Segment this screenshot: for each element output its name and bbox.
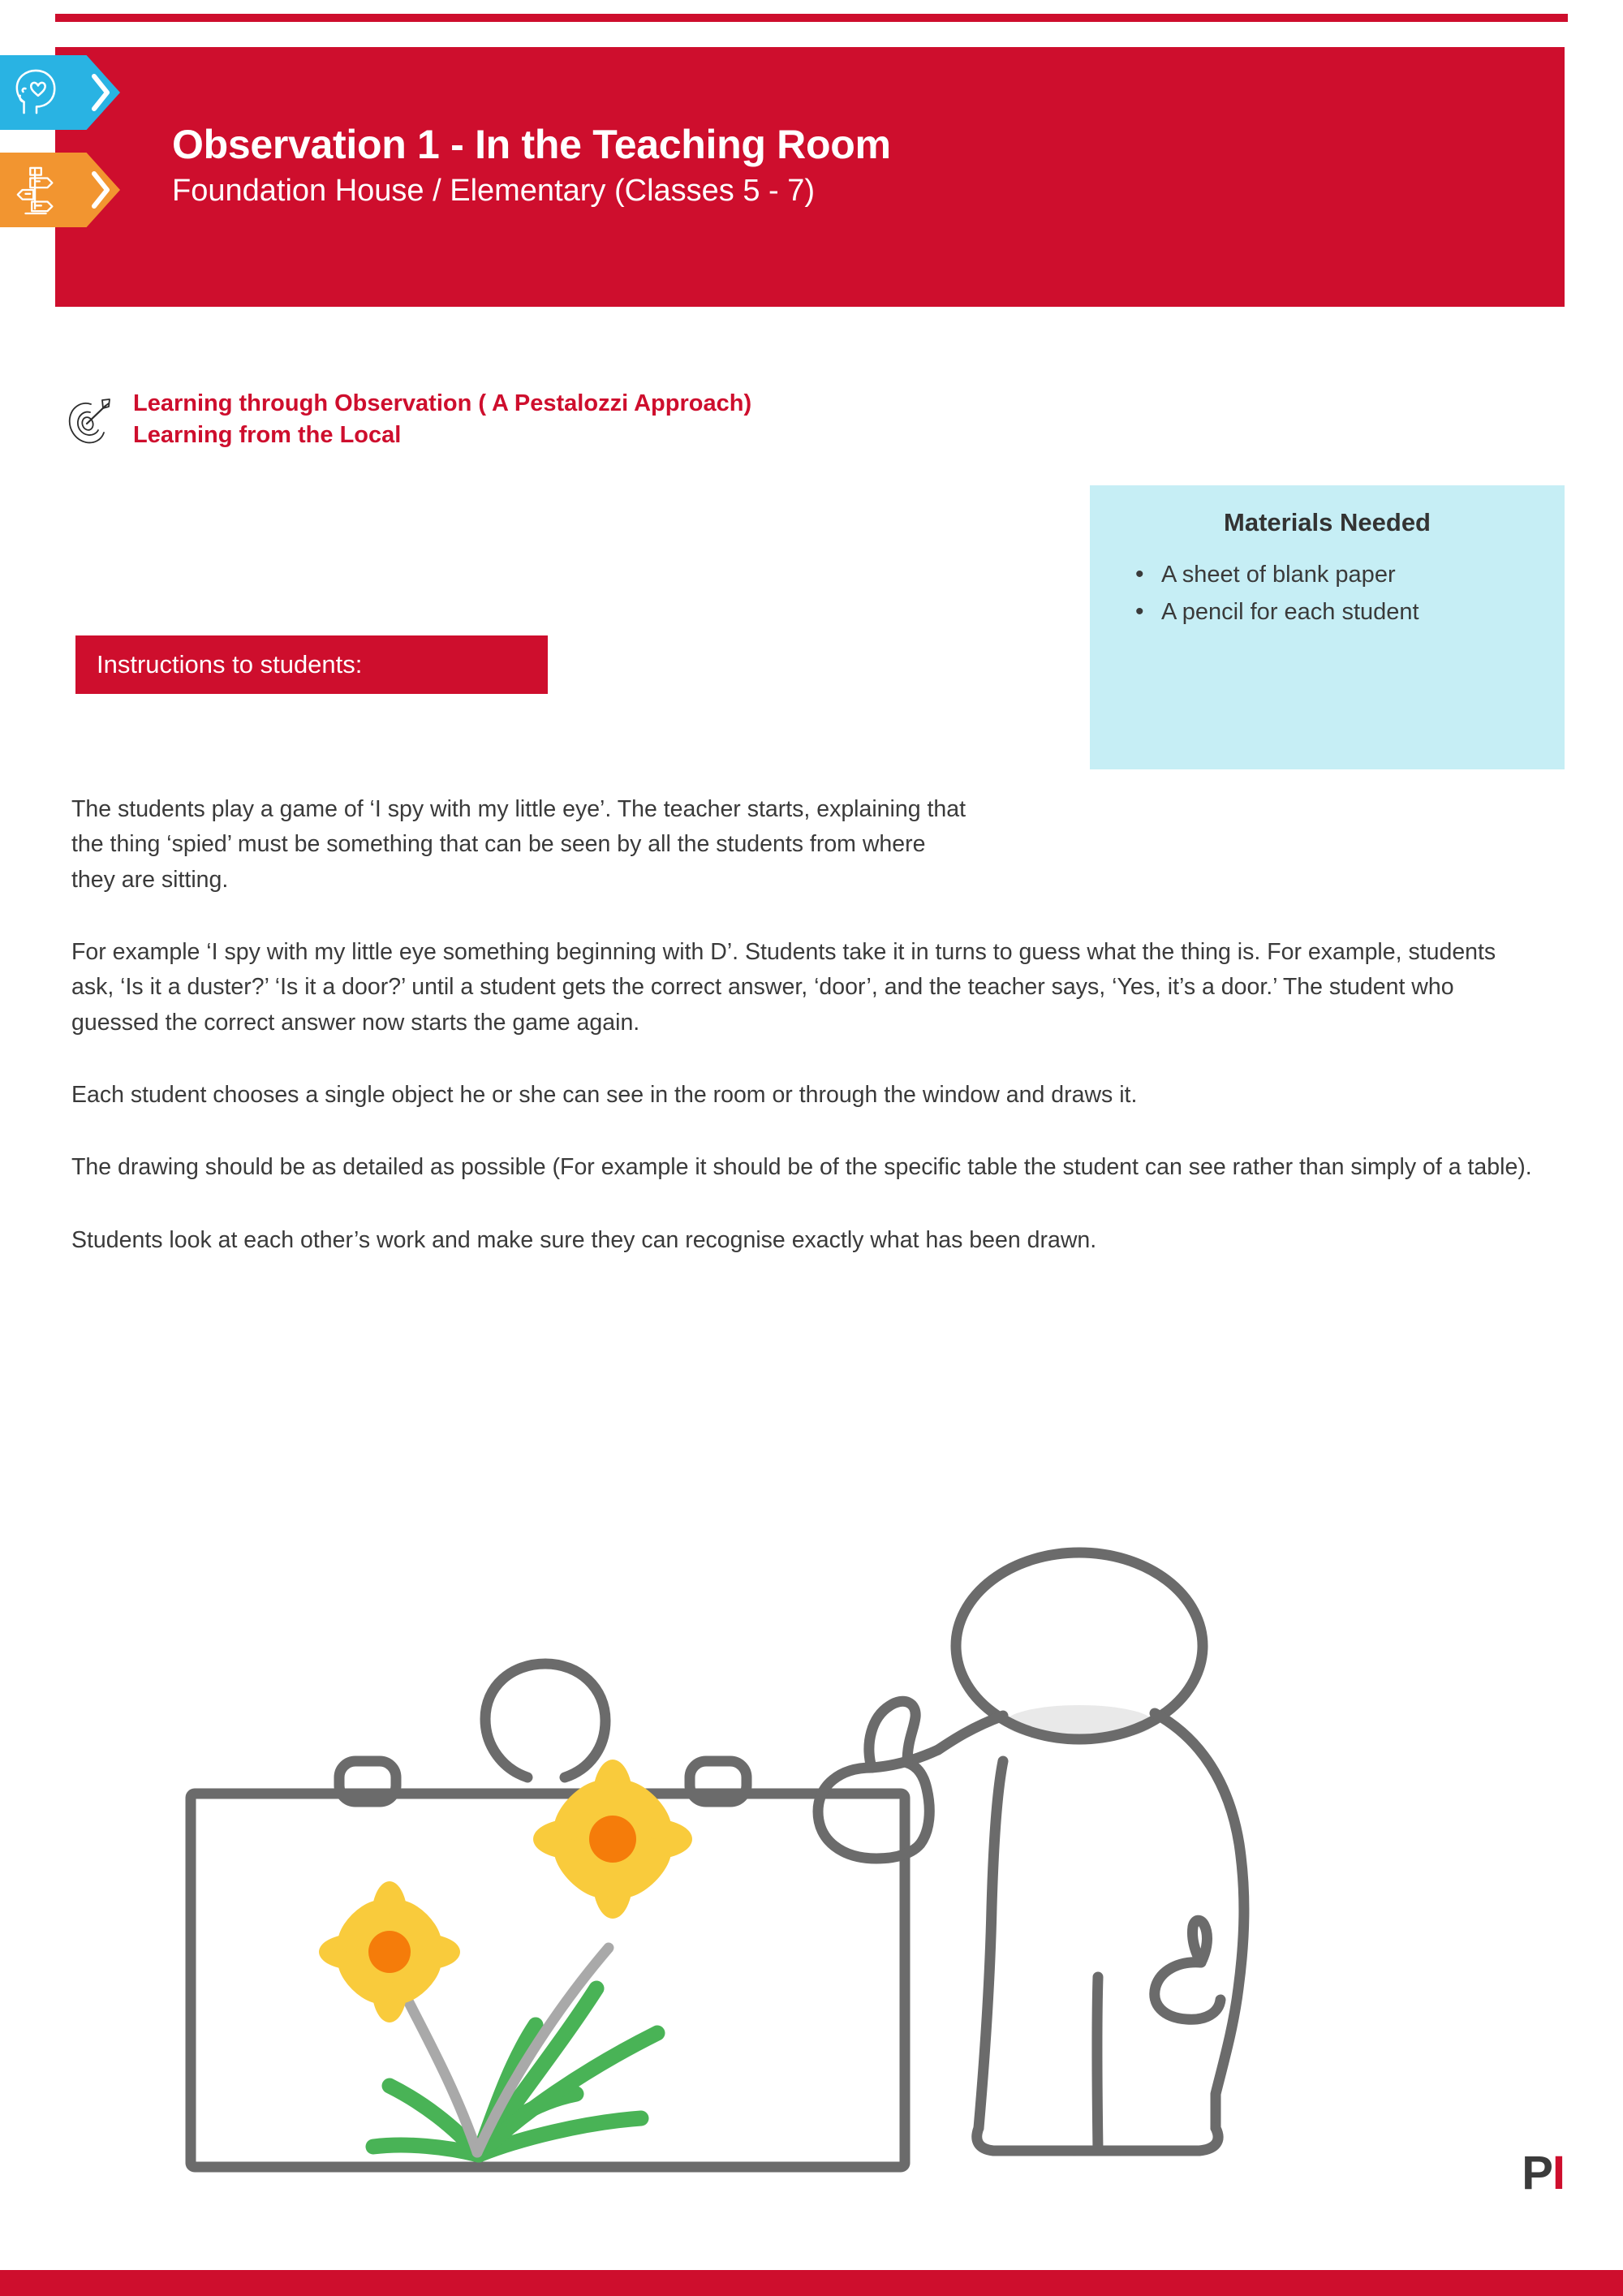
instruction-paragraph-1: The students play a game of ‘I spy with my little eye’. The teacher starts, explaining that the thing ‘spied’ must be something that can be seen by all the students from where they are sitting. xyxy=(71,796,966,893)
top-accent-bar xyxy=(55,14,1568,22)
instructions-body xyxy=(71,792,1540,1295)
instructions-label-text: Instructions to students: xyxy=(97,650,363,678)
yellow-daisy-flower-right xyxy=(533,1760,692,1919)
logo-letter-p: P xyxy=(1522,2147,1552,2199)
instruction-paragraph-5: Students look at each other’s work and make sure they can recognise exactly what has been drawn. xyxy=(71,1226,1097,1253)
instruction-paragraph-3: Each student chooses a single object he or she can see in the room or through the window and draws it. xyxy=(71,1081,1138,1108)
brand-logo xyxy=(1522,2147,1565,2199)
target-with-dart-icon xyxy=(63,396,114,451)
head-with-heart-icon xyxy=(13,67,60,118)
materials-needed-list xyxy=(1117,558,1537,630)
logo-letter-i: I xyxy=(1552,2147,1565,2199)
bottom-accent-bar xyxy=(0,2270,1623,2296)
materials-needed-title: Materials Needed xyxy=(1224,508,1431,536)
lesson-illustration xyxy=(154,1526,1347,2175)
signpost-icon xyxy=(13,165,60,215)
standing-figure-thumbs-up xyxy=(818,1553,1244,2151)
materials-needed-box xyxy=(1090,485,1565,769)
yellow-daisy-flower-left xyxy=(319,1881,460,2022)
instructions-label-banner xyxy=(75,635,548,694)
header-text-block xyxy=(172,122,1389,211)
objective-line-2: Learning from the Local xyxy=(133,422,402,449)
list-item: • A pencil for each student xyxy=(1161,596,1537,630)
objective-text xyxy=(133,388,751,452)
instruction-paragraph-4: The drawing should be as detailed as possible (For example it should be of the specific table the student can see rather than simply of a table). xyxy=(71,1154,1532,1181)
list-item: • A sheet of blank paper xyxy=(1161,558,1537,592)
flower-center xyxy=(368,1931,411,1973)
flower-center xyxy=(589,1816,636,1863)
instruction-paragraph-2: For example ‘I spy with my little eye something beginning with D’. Students take it in turns to guess what the thing is. For example, students ask, ‘Is it a duster?’ ‘Is it a door?’ until a student gets the correct answer, ‘door’, and the teacher says, ‘Yes, it’s a door.’ The student who guessed the correct answer now starts the game again. xyxy=(71,938,1496,1036)
page-title: Observation 1 - In the Teaching Room xyxy=(172,122,891,167)
objective-heading-row xyxy=(63,388,751,452)
page-subtitle: Foundation House / Elementary (Classes 5 - 7) xyxy=(172,174,816,208)
objective-line-1: Learning through Observation ( A Pestalozzi Approach) xyxy=(133,390,752,416)
